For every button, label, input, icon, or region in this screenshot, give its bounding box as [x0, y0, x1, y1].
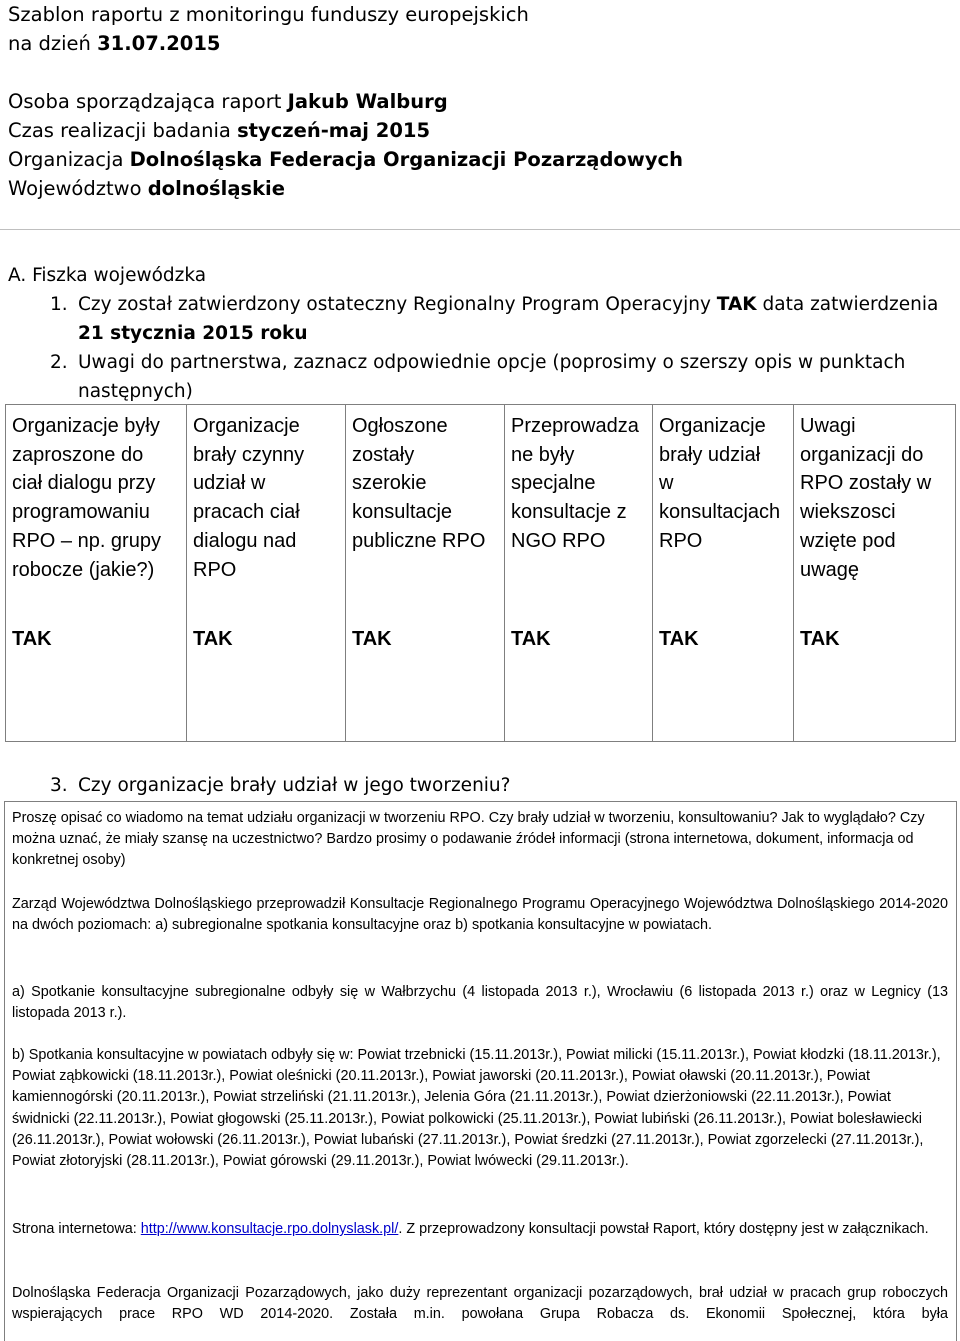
header-line: RPO – np. grupy	[12, 529, 161, 552]
column-answer: TAK	[800, 628, 840, 650]
header-line: publiczne RPO	[352, 529, 486, 552]
partnership-table	[5, 404, 956, 742]
column-answer: TAK	[193, 628, 233, 650]
website-link[interactable]: http://www.konsultacje.rpo.dolnyslask.pl/	[140, 1221, 399, 1237]
period-value: styczeń-maj 2015	[237, 119, 431, 142]
header-line: Ogłoszone	[352, 415, 448, 437]
question-3-instructions: Proszę opisać co wiadomo na temat udziału organizacji w tworzeniu RPO. Czy brały udział w tworzeniu, konsultowaniu? Jak to wyglądało? Czy można uznać, że miały szansę na uczestnictwo? Bardzo prosimy o podawanie źródeł informacji (strona internetowa, dokument, informacja od konkretnej osoby)	[12, 810, 925, 869]
header-line: Przeprowadza	[511, 415, 639, 437]
header-line: organizacji do	[800, 443, 924, 466]
author-value: Jakub Walburg	[287, 90, 448, 113]
column-answer: TAK	[352, 628, 392, 650]
question-3-text: Czy organizacje brały udział w jego tworzeniu?	[78, 775, 511, 796]
question-1-text-before: Czy został zatwierdzony ostateczny Regionalny Program Operacyjny	[78, 294, 711, 315]
question-3-answer-box	[4, 801, 957, 1341]
organization-line	[8, 145, 683, 174]
header-line: ciał dialogu przy	[12, 472, 156, 495]
header-line: Organizacje	[659, 415, 766, 437]
question-1	[50, 290, 955, 348]
column-answer: TAK	[511, 628, 551, 650]
header-line: specjalne	[511, 472, 596, 495]
header-line: zaproszone do	[12, 443, 144, 466]
header-line: brały czynny	[193, 443, 305, 466]
table-column	[653, 405, 794, 741]
header-line: ne były	[511, 443, 575, 466]
region-line	[8, 174, 683, 203]
header-line: pracach ciał	[193, 501, 300, 524]
table-column	[187, 405, 346, 741]
header-line: Organizacje były	[12, 415, 160, 437]
question-1-text	[78, 290, 938, 348]
report-header	[8, 0, 683, 203]
organization-label: Organizacja	[8, 148, 124, 171]
header-line: dialogu nad	[193, 529, 297, 552]
column-header	[352, 412, 500, 556]
header-line: konsultacjach	[659, 501, 781, 524]
header-line: w	[659, 472, 674, 495]
answer-paragraph-4	[12, 1219, 948, 1240]
header-line: konsultacje	[352, 501, 453, 524]
column-answer: TAK	[659, 628, 699, 650]
header-line: RPO	[659, 529, 703, 552]
question-2	[50, 348, 955, 406]
header-line: uwagę	[800, 558, 859, 581]
header-line: wiekszosci	[800, 501, 896, 524]
website-label: Strona internetowa:	[12, 1221, 137, 1237]
table-column	[794, 405, 955, 741]
column-header	[659, 412, 789, 556]
table-column	[346, 405, 505, 741]
table-column	[6, 405, 187, 741]
header-line: szerokie	[352, 472, 427, 495]
question-1-number: 1.	[50, 294, 68, 315]
column-header	[12, 412, 182, 584]
answer-paragraph-1: Zarząd Województwa Dolnośląskiego przeprowadził Konsultacje Regionalnego Programu Operacyjnego Województwa Dolnośląskiego 2014-2020 na dwóch poziomach: a) subregionalne spotkania konsultacyjne oraz b) spotkania konsultacyjne w powiatach.	[12, 896, 948, 934]
table-column	[505, 405, 653, 741]
period-line	[8, 116, 683, 145]
date-label: na dzień	[8, 32, 91, 55]
header-line: NGO RPO	[511, 529, 606, 552]
header-line: brały udział	[659, 443, 761, 466]
answer-paragraph-5: Dolnośląska Federacja Organizacji Pozarządowych, jako duży reprezentant organizacji pozarządowych, brał udział w pracach grup roboczych wspierających prace RPO WD 2014-2020. Została m.in. powołana Grupa Robacza ds. Ekonomii Społecznej, która była	[12, 1285, 948, 1323]
header-line: RPO zostały w	[800, 472, 932, 495]
website-after-text: . Z przeprowadzony konsultacji powstał Raport, który dostępny jest w załącznikach.	[398, 1221, 929, 1237]
answer-paragraph-3: b) Spotkania konsultacyjne w powiatach odbyły się w: Powiat trzebnicki (15.11.2013r.), Powiat milicki (15.11.2013r.), Powiat kłodzki (18.11.2013r.), Powiat ząbkowicki (18.11.2013r.), Powiat oleśnicki (20.11.2013r.), Powiat jaworski (20.11.2013r.), Powiat oławski (20.11.2013r.), Powiat kamiennogórski (20.11.2013r.), Powiat strzeliński (21.11.2013r.), Jelenia Góra (21.11.2013r.), Powiat dzierżoniowski (22.11.2013r.), Powiat świdnicki (22.11.2013r.), Powiat głogowski (25.11.2013r.), Powiat polkowicki (25.11.2013r.), Powiat lubiński (26.11.2013r.), Powiat bolesławiecki (26.11.2013r.), Powiat wołowski (26.11.2013r.), Powiat lubański (27.11.2013r.), Powiat średzki (27.11.2013r.), Powiat zgorzelecki (27.11.2013r.), Powiat złotoryjski (28.11.2013r.), Powiat górowski (29.11.2013r.), Powiat lwówecki (29.11.2013r.).	[12, 1047, 941, 1170]
author-line	[8, 87, 683, 116]
column-header	[511, 412, 648, 556]
question-1-answer: TAK	[716, 294, 757, 315]
report-title: Szablon raportu z monitoringu funduszy europejskich	[8, 3, 529, 26]
organization-value: Dolnośląska Federacja Organizacji Pozarządowych	[129, 148, 683, 171]
header-line: konsultacje z	[511, 501, 627, 524]
section-a-title: A. Fiszka wojewódzka	[8, 265, 207, 286]
answer-paragraph-2: a) Spotkanie konsultacyjne subregionalne odbyły się w Wałbrzychu (4 listopada 2013 r.), Wrocławiu (6 listopada 2013 r.) oraz w Legnicy (13 listopada 2013 r.).	[12, 984, 948, 1022]
region-value: dolnośląskie	[147, 177, 285, 200]
report-date	[8, 29, 683, 58]
column-header	[800, 412, 951, 584]
question-2-number: 2.	[50, 352, 68, 373]
author-label: Osoba sporządzająca raport	[8, 90, 282, 113]
column-header	[193, 412, 341, 584]
question-2-line2: następnych)	[78, 381, 193, 402]
header-line: robocze (jakie?)	[12, 558, 155, 581]
period-label: Czas realizacji badania	[8, 119, 231, 142]
date-value: 31.07.2015	[97, 32, 221, 55]
header-line: wzięte pod	[800, 529, 896, 552]
column-answer: TAK	[12, 628, 52, 650]
region-label: Województwo	[8, 177, 142, 200]
question-2-line1: Uwagi do partnerstwa, zaznacz odpowiednie opcje (poprosimy o szerszy opis w punktach	[78, 352, 906, 373]
header-divider	[0, 229, 960, 230]
question-1-date: 21 stycznia 2015 roku	[78, 323, 308, 344]
header-line: programowaniu	[12, 501, 150, 524]
header-line: Organizacje	[193, 415, 300, 437]
question-1-text-after: data zatwierdzenia	[762, 294, 939, 315]
question-2-text	[78, 348, 905, 406]
question-3-number: 3.	[50, 775, 68, 796]
header-line: udział w	[193, 472, 266, 495]
header-line: zostały	[352, 443, 415, 466]
header-line: RPO	[193, 558, 237, 581]
header-line: Uwagi	[800, 415, 856, 437]
